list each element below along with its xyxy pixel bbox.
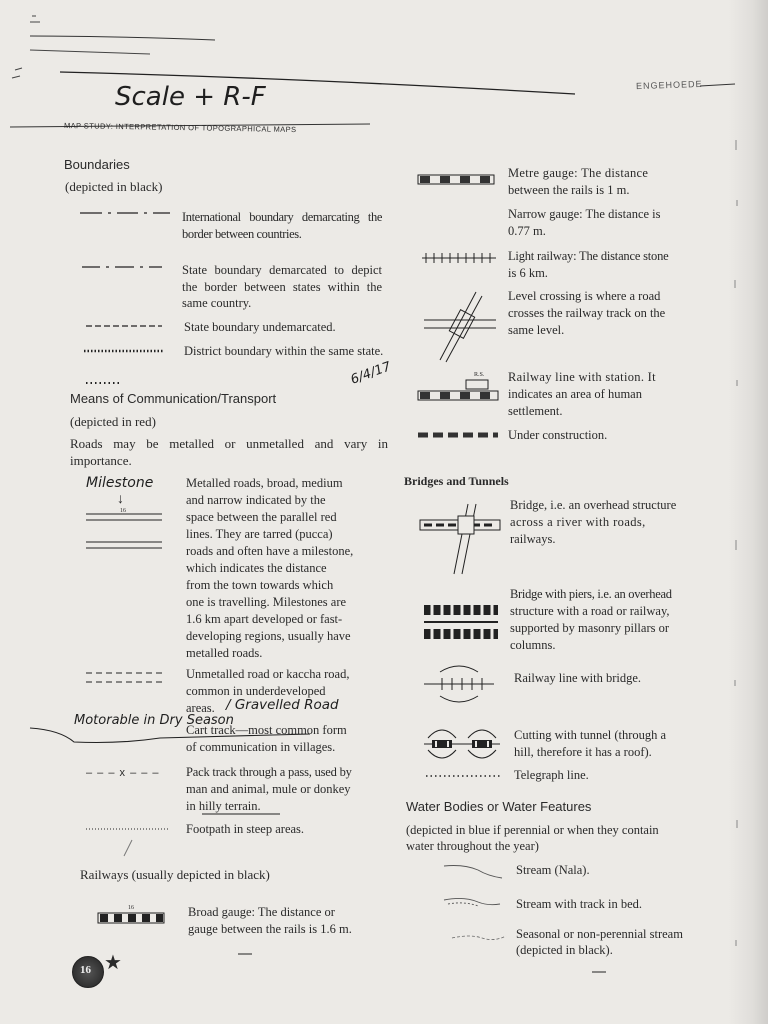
metalled-line: 1.6 km apart developed or fast- — [186, 612, 343, 626]
metalled-line: lines. They are tarred (pucca) — [186, 527, 333, 541]
station-line: Railway line with station. It — [508, 370, 656, 384]
dash-mark — [592, 970, 612, 974]
boundaries-sub: (depicted in black) — [65, 179, 163, 194]
cutting-tunnel-symbol — [424, 724, 500, 764]
district-boundary-text: District boundary within the same state. — [184, 344, 384, 358]
unmetalled-line: Unmetalled road or kaccha road, — [186, 667, 350, 681]
metalled-line: space between the parallel red — [186, 510, 337, 524]
star-icon: ★ — [104, 952, 122, 974]
railways-heading: Railways (usually depicted in black) — [80, 867, 270, 882]
dash-mark — [238, 952, 258, 956]
unmetalled-line: areas. — [186, 701, 215, 715]
pack-line: man and animal, mule or donkey — [186, 782, 351, 796]
station-label: R.S. — [474, 372, 485, 378]
railway-bridge-symbol — [424, 662, 494, 706]
gravelled-road-note: / Gravelled Road — [226, 697, 339, 713]
broad-gauge-line: gauge between the rails is 1.6 m. — [188, 922, 352, 936]
pen-mark — [120, 838, 136, 858]
broad-gauge-number: 16 — [128, 905, 134, 911]
station-line: indicates an area of human — [508, 387, 642, 401]
bridge-line: Bridge, i.e. an overhead structure — [510, 498, 677, 512]
page-number: 16 — [80, 964, 91, 976]
seasonal-stream-line: Seasonal or non-perennial stream — [516, 927, 683, 941]
state-boundary-undemarcated-symbol — [86, 321, 162, 331]
water-sub-line: water throughout the year) — [406, 839, 539, 853]
boundaries-heading: Boundaries — [64, 157, 130, 172]
state-boundary-undemarcated-text: State boundary undemarcated. — [184, 320, 336, 334]
international-boundary-symbol — [80, 208, 170, 218]
level-crossing-line: Level crossing is where a road — [508, 289, 661, 303]
narrow-gauge-line: Narrow gauge: The distance is — [508, 207, 661, 221]
pack-line: in hilly terrain. — [186, 799, 261, 813]
narrow-gauge-line: 0.77 m. — [508, 224, 546, 238]
metalled-line: metalled roads. — [186, 646, 263, 660]
under-construction-text: Under construction. — [508, 428, 608, 442]
bridge-symbol — [420, 500, 500, 576]
telegraph-line-symbol — [426, 773, 502, 779]
milestone-note: Milestone — [86, 475, 154, 491]
water-sub-line: (depicted in blue if perennial or when they contain — [406, 823, 659, 837]
railway-bridge-text: Railway line with bridge. — [514, 671, 642, 685]
transport-sub: (depicted in red) — [70, 414, 156, 429]
handwritten-title: Scale + R-F — [115, 82, 266, 112]
piers-line: structure with a road or railway, — [510, 604, 670, 618]
pack-line: Pack track through a pass, used by — [186, 765, 352, 779]
stream-with-track-text: Stream with track in bed. — [516, 897, 643, 911]
piers-line: supported by masonry pillars or — [510, 621, 670, 635]
piers-line: Bridge with piers, i.e. an overhead — [510, 587, 672, 601]
footpath-text: Footpath in steep areas. — [186, 822, 305, 836]
level-crossing-symbol — [424, 290, 496, 362]
top-scribble-lines — [0, 0, 768, 140]
metre-gauge-line: between the rails is 1 m. — [508, 183, 630, 197]
unmetalled-line: common in underdeveloped — [186, 684, 326, 698]
state-boundary-demarcated-text: State boundary demarcated to depict the border between states within the same country. — [182, 263, 382, 310]
railway-station-symbol — [418, 378, 498, 404]
hilly-terrain-underline — [202, 812, 282, 818]
under-construction-symbol — [418, 431, 498, 439]
milestone-arrow-icon: ↓ — [117, 492, 124, 507]
metre-gauge-symbol — [418, 173, 494, 187]
metalled-line: one is travelling. Milestones are — [186, 595, 347, 609]
right-edge-tick-marks — [732, 120, 742, 1000]
tunnel-line: hill, therefore it has a roof). — [514, 745, 652, 759]
motorable-note: Motorable in Dry Season — [74, 713, 234, 728]
corner-scribble: ENGEHOEDE — [635, 78, 703, 92]
transport-heading: Means of Communication/Transport — [70, 391, 277, 406]
broad-gauge-symbol — [98, 912, 164, 924]
stream-with-track-symbol — [444, 892, 504, 912]
light-railway-symbol — [422, 248, 496, 264]
pack-track-symbol: – – – x – – – — [86, 767, 160, 779]
tunnel-line: Cutting with tunnel (through a — [514, 728, 667, 742]
metalled-line: and narrow indicated by the — [186, 493, 326, 507]
piers-line: columns. — [510, 638, 556, 652]
level-crossing-line: same level. — [508, 323, 565, 337]
water-heading: Water Bodies or Water Features — [406, 799, 592, 814]
metalled-line: from the town towards which — [186, 578, 334, 592]
metalled-road-symbol — [86, 512, 162, 552]
stream-text: Stream (Nala). — [516, 863, 590, 877]
level-crossing-line: crosses the railway track on the — [508, 306, 666, 320]
footpath-symbol — [86, 826, 170, 832]
margin-date-note: 6/4/17 — [348, 359, 394, 388]
district-boundary-symbol — [84, 346, 164, 356]
bridge-line: railways. — [510, 532, 556, 546]
bridge-line: across a river with roads, — [510, 515, 646, 529]
metalled-line: Metalled roads, broad, medium — [186, 476, 343, 490]
running-head: MAP STUDY: INTERPRETATION OF TOPOGRAPHICAL MAPS — [63, 121, 297, 135]
light-railway-line: is 6 km. — [508, 266, 548, 280]
bridges-heading: Bridges and Tunnels — [404, 474, 509, 488]
light-railway-line: Light railway: The distance stone — [508, 249, 669, 263]
metre-gauge-line: Metre gauge: The distance — [508, 166, 649, 180]
bridge-with-piers-symbol — [424, 605, 498, 641]
transport-intro: Roads may be metalled or unmetalled and vary in importance. — [70, 436, 388, 468]
station-line: settlement. — [508, 404, 563, 418]
stream-symbol — [444, 862, 504, 882]
state-boundary-demarcated-symbol — [82, 262, 162, 272]
metalled-line: which indicates the distance — [186, 561, 327, 575]
dotted-mark — [86, 380, 120, 386]
cart-line: of communication in villages. — [186, 740, 336, 754]
metalled-line: developing regions, usually have — [186, 629, 351, 643]
seasonal-stream-line: (depicted in black). — [516, 943, 613, 957]
seasonal-stream-symbol — [452, 928, 508, 944]
milestone-number: 16 — [120, 508, 126, 514]
broad-gauge-line: Broad gauge: The distance or — [188, 905, 335, 919]
metalled-line: roads and often have a milestone, — [186, 544, 354, 558]
unmetalled-road-symbol — [86, 671, 166, 685]
cart-line: Cart track—most common form — [186, 723, 347, 737]
telegraph-text: Telegraph line. — [514, 768, 589, 782]
international-boundary-text: International boundary demarcating the border between countries. — [182, 210, 382, 241]
